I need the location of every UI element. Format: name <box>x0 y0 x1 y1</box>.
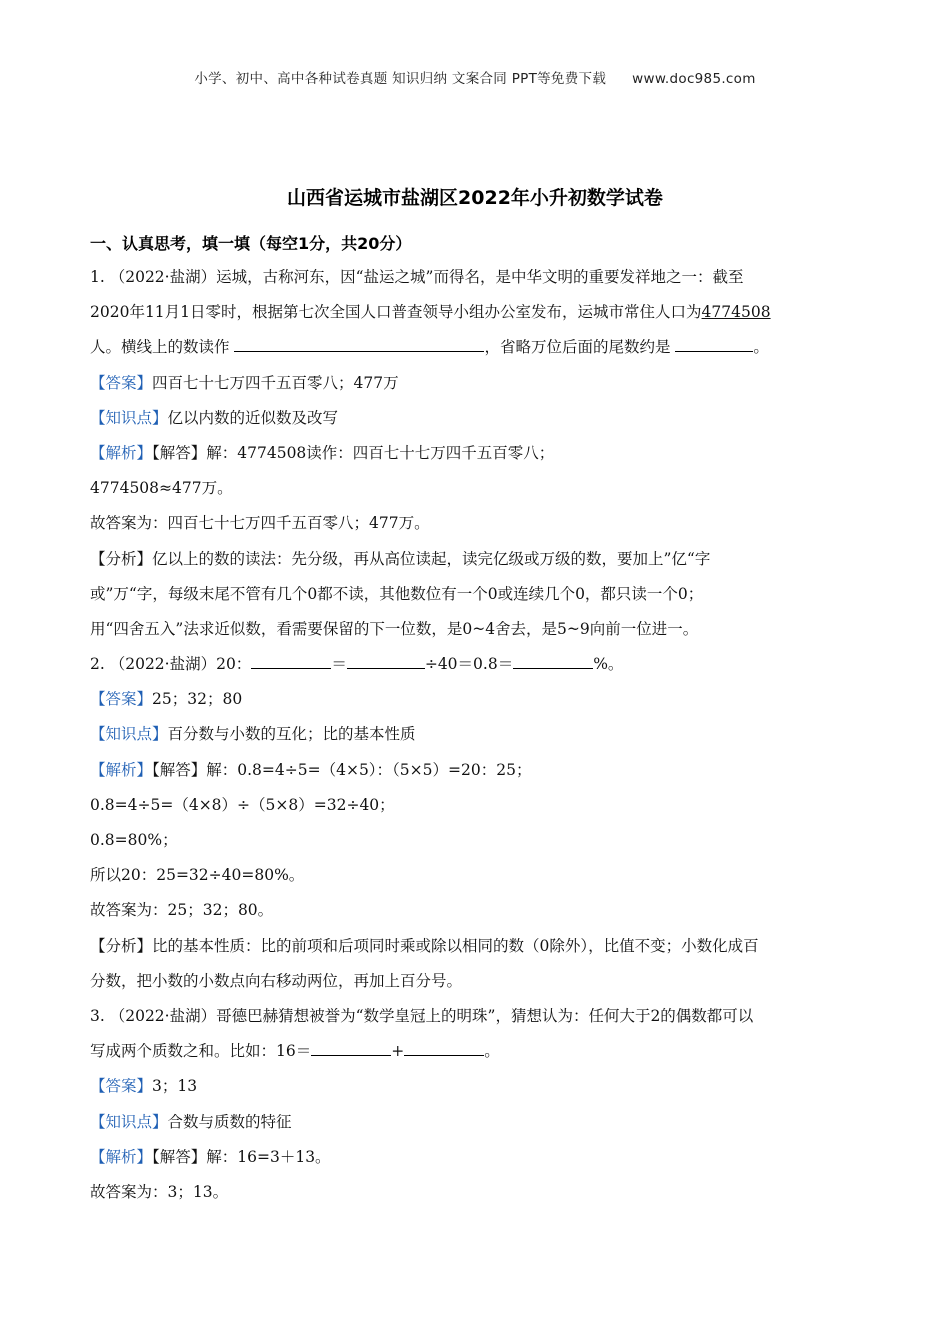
answer-tag: 【答案】 <box>90 1077 153 1096</box>
q1-answer: 【答案】四百七十七万四千五百零八；477万 <box>90 373 399 392</box>
answer-blank[interactable] <box>311 1037 391 1056</box>
q1-underlined-number: 4774508 <box>701 303 771 322</box>
analysis-tag: 【解析】 <box>90 760 153 779</box>
q2-solution-1: 0.8=4÷5=（4×8）÷（5×8）=32÷40； <box>90 795 395 814</box>
q2-line-1: 2. （2022·盐湖）20： ＝ ÷40＝0.8＝ %。 <box>90 647 862 682</box>
q2-analysis: 【解析】【解答】解：0.8=4÷5=（4×5）：（5×5）=20：25； <box>90 760 532 779</box>
answer-blank[interactable] <box>347 650 425 669</box>
header-text: 小学、初中、高中各种试卷真题 知识归纳 文案合同 PPT等免费下载 <box>194 71 607 87</box>
analysis-tag: 【解析】 <box>90 1147 153 1166</box>
q2-solution-6: 分数，把小数的小数点向右移动两位，再加上百分号。 <box>90 971 463 990</box>
q1-line-1: 1. （2022·盐湖）运城，古称河东，因“盐运之城”而得名，是中华文明的重要发祥地之一：截至 <box>90 268 744 286</box>
q3-solution-1: 故答案为：3；13。 <box>90 1182 229 1201</box>
q2-solution-3: 所以20：25=32÷40=80%。 <box>90 866 305 885</box>
q1-solution-3: 【分析】亿以上的数的读法：先分级，再从高位读起，读完亿级或万级的数，要加上”亿“字 <box>90 549 711 568</box>
q3-line-1: 3. （2022·盐湖）哥德巴赫猜想被誉为“数学皇冠上的明珠”，猜想认为：任何大于2的偶数都可以 <box>90 1006 754 1025</box>
answer-blank[interactable] <box>675 333 753 352</box>
analysis-tag: 【解析】 <box>90 443 153 462</box>
page-header <box>0 67 950 87</box>
q3-knowledge: 【知识点】合数与质数的特征 <box>90 1112 292 1131</box>
q1-knowledge: 【知识点】亿以内数的近似数及改写 <box>90 408 339 427</box>
q1-line-2: 2020年11月1日零时，根据第七次全国人口普查领导小组办公室发布，运城市常住人口为4774508 <box>90 303 771 322</box>
section-heading: 一、认真思考，填一填（每空1分，共20分） <box>90 234 412 253</box>
q1-solution-2: 故答案为：四百七十七万四千五百零八；477万。 <box>90 514 430 533</box>
q3-line-2: 写成两个质数之和。比如：16＝ + 。 <box>90 1034 862 1069</box>
q2-solution-4: 故答案为：25；32；80。 <box>90 901 274 920</box>
q1-analysis: 【解析】【解答】解：4774508读作：四百七十七万四千五百零八； <box>90 443 555 462</box>
q2-solution-5: 【分析】比的基本性质：比的前项和后项同时乘或除以相同的数（0除外），比值不变；小数化成百 <box>90 936 759 955</box>
q1-solution-4: 或”万“字，每级末尾不管有几个0都不读，其他数位有一个0或连续几个0，都只读一个0； <box>90 584 704 603</box>
q2-answer: 【答案】25；32；80 <box>90 690 243 709</box>
header-url[interactable]: www.doc985.com <box>632 71 756 87</box>
q2-knowledge: 【知识点】百分数与小数的互化；比的基本性质 <box>90 725 416 744</box>
q1-line-3: 人。横线上的数读作 ，省略万位后面的尾数约是 。 <box>90 330 862 365</box>
q1-solution-5: 用“四舍五入”法求近似数，看需要保留的下一位数，是0~4舍去，是5~9向前一位进一。 <box>90 619 699 638</box>
answer-tag: 【答案】 <box>90 690 153 709</box>
document-body <box>90 260 862 1210</box>
page-title: 山西省运城市盐湖区2022年小升初数学试卷 <box>287 187 663 209</box>
q3-answer: 【答案】3；13 <box>90 1077 198 1096</box>
q2-solution-2: 0.8=80%； <box>90 831 178 849</box>
knowledge-tag: 【知识点】 <box>90 725 168 744</box>
answer-tag: 【答案】 <box>90 373 153 392</box>
q1-solution-1: 4774508≈477万。 <box>90 479 233 498</box>
answer-blank[interactable] <box>404 1037 484 1056</box>
answer-blank[interactable] <box>234 333 484 352</box>
knowledge-tag: 【知识点】 <box>90 408 168 427</box>
q3-analysis: 【解析】【解答】解：16=3＋13。 <box>90 1147 331 1166</box>
answer-blank[interactable] <box>513 650 593 669</box>
knowledge-tag: 【知识点】 <box>90 1112 168 1131</box>
answer-blank[interactable] <box>251 650 331 669</box>
